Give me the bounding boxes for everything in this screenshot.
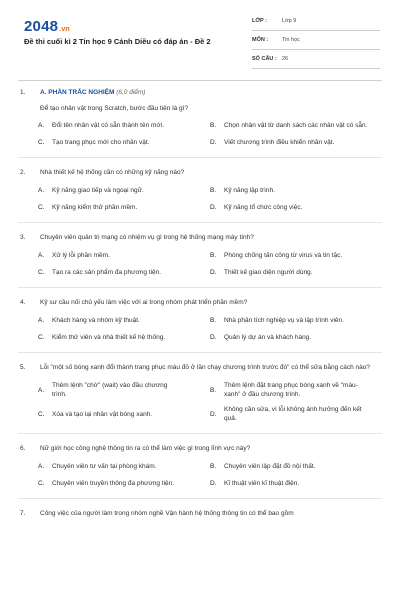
- meta-row-subject: [252, 31, 380, 50]
- meta-row-count: [252, 50, 380, 69]
- question-text: Chuyên viên quản trị mạng có nhiệm vụ gì trong hệ thống mạng máy tính?: [40, 234, 254, 241]
- question-divider: [18, 287, 382, 288]
- question-number: 2.: [20, 169, 26, 176]
- question-divider: [18, 433, 382, 434]
- answer-option-c[interactable]: C. Tạo ra các sản phẩm đa phương tiện.: [38, 269, 162, 276]
- question-divider: [18, 352, 382, 353]
- question-text: Công việc của người làm trong nhóm nghề Vận hành hệ thống thông tin có thể bao gồm: [40, 510, 294, 517]
- question-divider: [18, 498, 382, 499]
- section-note: (6,0 điểm): [116, 89, 146, 96]
- answer-options: [0, 316, 400, 342]
- question-number: 7.: [20, 510, 26, 517]
- question-item: [0, 88, 400, 158]
- exam-meta-table: [252, 12, 380, 69]
- answer-options: [0, 121, 400, 147]
- answer-option-a[interactable]: A. Chuyên viên tư vấn tại phòng khám.: [38, 463, 157, 470]
- answer-options: [0, 462, 400, 488]
- question-number: 5.: [20, 364, 26, 371]
- answer-option-b[interactable]: B. Phòng chống tấn công từ virus và tin tặc.: [210, 252, 343, 259]
- question-text: Nhà thiết kế hệ thống cần có những kỹ năng nào?: [40, 169, 185, 176]
- answer-option-b[interactable]: B. Chọn nhân vật từ danh sách các nhân vật có sẵn.: [210, 122, 368, 129]
- logo-suffix: .vn: [59, 26, 70, 33]
- question-number: 3.: [20, 234, 26, 241]
- answer-option-d[interactable]: D. Viết chương trình điều khiển nhân vật.: [210, 139, 335, 146]
- answer-option-c[interactable]: C. Chuyên viên truyền thông đa phương tiện.: [38, 480, 175, 487]
- answer-option-c[interactable]: C. Tạo trang phục mới cho nhân vật.: [38, 139, 150, 146]
- question-text: Nữ giới học công nghệ thông tin ra có thể làm việc gì trong lĩnh vực này?: [40, 445, 251, 452]
- question-item: [0, 233, 400, 288]
- question-item: [0, 168, 400, 223]
- question-text: Lỗi "một số bóng xanh đổi thành trang phục màu đỏ ở lần chạy chương trình trước đó" có thể sửa bằng cách nào?: [40, 364, 371, 371]
- meta-value: Lớp 9: [282, 18, 297, 24]
- answer-option-d[interactable]: D. Không cần sửa, vì lỗi không ảnh hưởng đến kết quả.: [210, 406, 362, 422]
- question-item: [0, 363, 400, 434]
- question-number: 1.: [20, 89, 26, 96]
- meta-value: Tin học: [282, 37, 300, 43]
- answer-option-a[interactable]: A. Khách hàng và nhóm kỹ thuật.: [38, 317, 140, 324]
- answer-option-d[interactable]: D. Kĩ thuật viên kĩ thuật điện.: [210, 480, 300, 487]
- header-divider: [18, 80, 382, 81]
- question-number: 4.: [20, 299, 26, 306]
- exam-title: Đề thi cuối kì 2 Tin học 9 Cánh Diều có đáp án - Đề 2: [24, 37, 211, 46]
- answer-option-a[interactable]: A. Đổi tên nhân vật có sẵn thành tên mới.: [38, 122, 164, 129]
- section-heading: A. PHẦN TRẮC NGHIỆM (6,0 điểm): [40, 89, 146, 96]
- meta-value: 26: [282, 56, 289, 62]
- answer-option-b[interactable]: B. Chuyên viên lập đặt đồ nội thất.: [210, 463, 316, 470]
- answer-options: [0, 381, 400, 423]
- question-list: [0, 88, 400, 518]
- answer-option-b[interactable]: B. Nhà phân tích nghiệp vụ và lập trình viên.: [210, 317, 344, 324]
- meta-key: SỐ CÂU :: [252, 56, 277, 62]
- meta-key: LỚP :: [252, 18, 267, 24]
- logo-text: 2048: [24, 18, 59, 35]
- answer-options: [0, 251, 400, 277]
- question-divider: [18, 157, 382, 158]
- question-item: [0, 444, 400, 499]
- exam-header: [0, 0, 400, 68]
- answer-option-c[interactable]: C. Kỹ năng kiểm thử phần mềm.: [38, 204, 138, 211]
- answer-option-d[interactable]: D. Kỹ năng tổ chức công việc.: [210, 204, 303, 211]
- answer-option-a[interactable]: A. Kỹ năng giao tiếp và ngoại ngữ.: [38, 187, 144, 194]
- question-text: Kỹ sư cầu nối chủ yếu làm việc với ai trong nhóm phát triển phần mềm?: [40, 299, 248, 306]
- question-item: [0, 509, 400, 518]
- question-divider: [18, 222, 382, 223]
- answer-option-a[interactable]: A. Xử lý lỗi phần mềm.: [38, 252, 110, 259]
- meta-row-class: [252, 12, 380, 31]
- answer-option-b[interactable]: B. Kỹ năng lập trình.: [210, 187, 275, 194]
- question-number: 6.: [20, 445, 26, 452]
- meta-key: MÔN :: [252, 37, 269, 43]
- answer-options: [0, 186, 400, 212]
- question-text: Để tạo nhân vật trong Scratch, bước đầu tiên là gì?: [40, 105, 189, 112]
- answer-option-d[interactable]: D. Thiết kế giao diện người dùng.: [210, 269, 313, 276]
- site-logo[interactable]: [24, 18, 70, 35]
- answer-option-b[interactable]: B. Thêm lệnh đặt trang phục bóng xanh về "màu-xanh" ở đầu chương trình.: [210, 382, 358, 398]
- answer-option-c[interactable]: C. Xóa và tạo lại nhân vật bóng xanh.: [38, 410, 153, 418]
- question-item: [0, 298, 400, 353]
- answer-option-a[interactable]: A. Thêm lệnh "chờ" (wait) vào đầu chương trình.: [38, 382, 168, 398]
- answer-option-c[interactable]: C. Kiểm thử viên và nhà thiết kế hệ thống.: [38, 334, 166, 341]
- answer-option-d[interactable]: D. Quản lý dự án và khách hàng.: [210, 334, 312, 341]
